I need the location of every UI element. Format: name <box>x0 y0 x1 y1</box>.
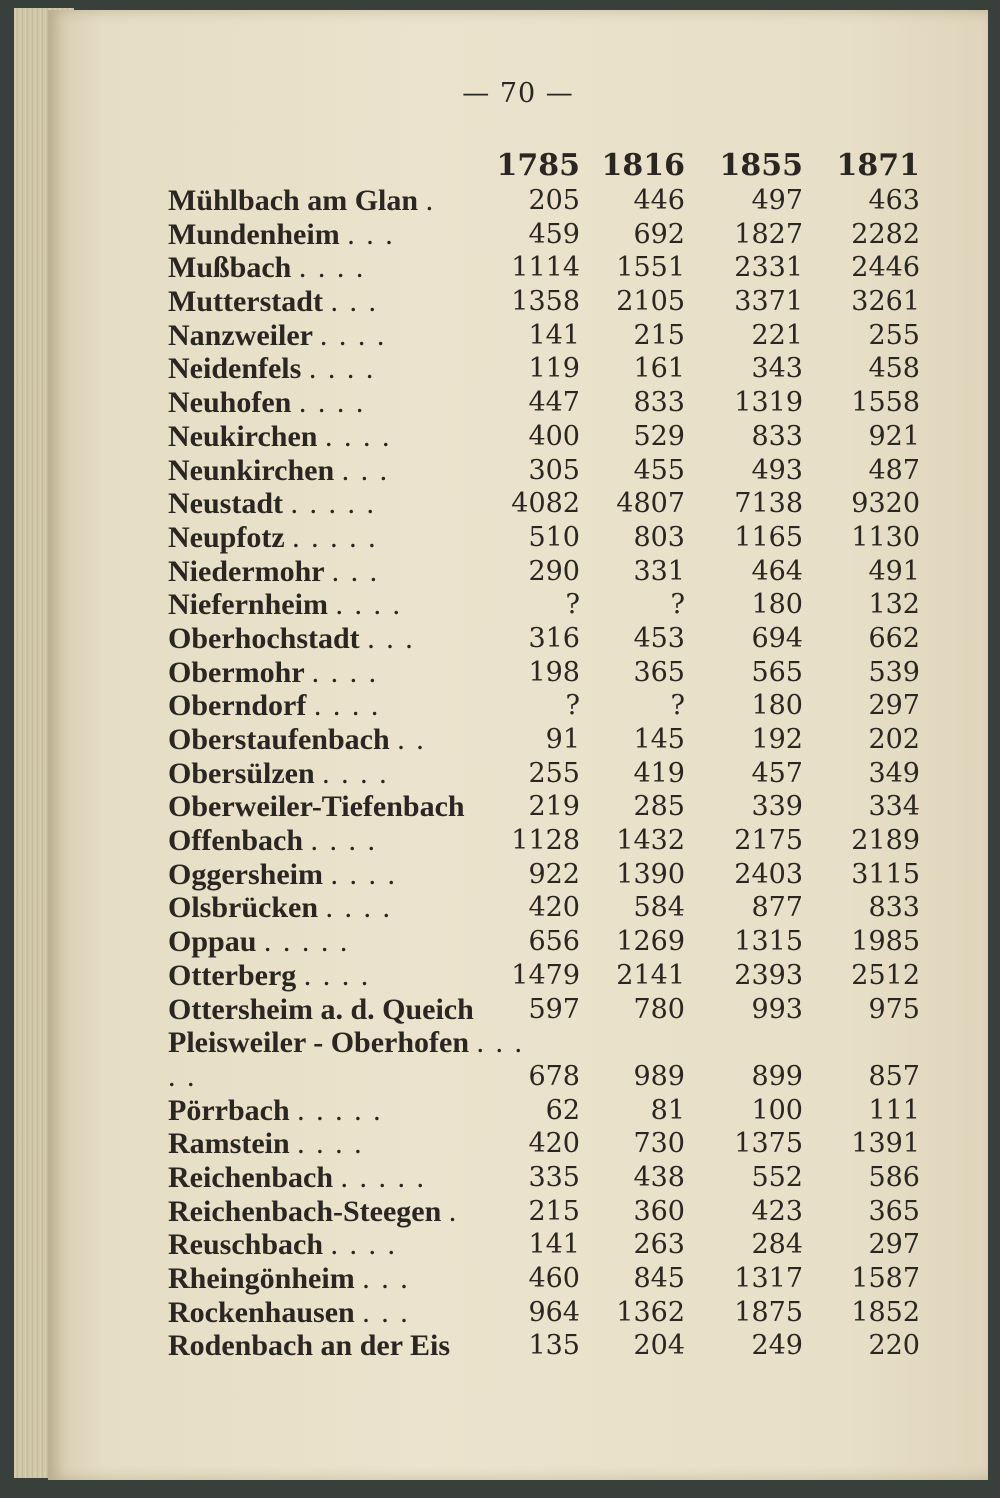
population-1855-cell: 2175 <box>734 825 803 857</box>
population-1785-cell: 460 <box>528 1263 580 1295</box>
population-1816-cell: 730 <box>633 1128 685 1160</box>
table-row <box>48 386 988 420</box>
population-1816-cell: 780 <box>633 993 685 1025</box>
leader-dots: . . . <box>362 1262 410 1296</box>
place-name: Oberhochstadt <box>168 621 360 655</box>
population-1871-cell: 349 <box>868 757 920 789</box>
population-1816-cell: 529 <box>633 420 685 452</box>
population-1785-cell: 459 <box>528 218 580 250</box>
population-1785-cell: 400 <box>528 420 580 452</box>
population-1785-cell: 119 <box>528 353 580 385</box>
population-1785-cell: 215 <box>528 1195 580 1227</box>
table-row <box>48 757 988 791</box>
table-row <box>48 1127 988 1161</box>
population-1816-cell: 365 <box>633 656 685 688</box>
place-name: Rheingönheim <box>168 1262 355 1296</box>
leader-dots: . . . . <box>325 891 393 925</box>
population-1855-cell: 1375 <box>734 1128 803 1160</box>
place-name: Niefernheim <box>168 588 328 622</box>
population-1855-cell: 192 <box>751 724 803 755</box>
table-row <box>48 959 988 993</box>
population-1816-cell: 81 <box>650 1094 685 1126</box>
population-1855-cell: 833 <box>751 420 803 452</box>
place-name: Niedermohr <box>168 554 325 588</box>
leader-dots: . . . <box>347 217 395 251</box>
table-row <box>48 251 988 285</box>
population-1816-cell: 4807 <box>616 488 685 520</box>
population-1816-cell: 438 <box>633 1161 685 1193</box>
place-name: Neukirchen <box>168 419 318 453</box>
leader-dots: . . . . . <box>290 487 377 521</box>
place-name: Oggersheim <box>168 857 323 891</box>
population-1785-cell: 62 <box>545 1094 580 1126</box>
population-1785-cell: ? <box>565 690 580 722</box>
population-1785-cell: 141 <box>528 1229 580 1261</box>
population-1785-cell: 198 <box>528 656 580 688</box>
table-row <box>48 1228 988 1262</box>
population-1816-cell: ? <box>670 589 685 621</box>
population-1871-cell: 1130 <box>851 521 920 553</box>
table-row <box>48 1094 988 1128</box>
population-1871-cell: 202 <box>868 724 920 755</box>
population-1871-cell: 365 <box>868 1195 920 1227</box>
population-1785-cell: 1479 <box>511 959 580 991</box>
population-1871-cell: 111 <box>868 1094 920 1126</box>
place-name: Rockenhausen <box>168 1295 355 1329</box>
table-row <box>48 454 988 488</box>
population-1785-cell: 656 <box>528 926 580 958</box>
population-1855-cell: 249 <box>751 1330 803 1362</box>
population-1871-cell: 297 <box>868 690 920 722</box>
table-row <box>48 925 988 959</box>
leader-dots: . . . . <box>308 352 376 386</box>
population-1785-cell: 316 <box>528 622 580 654</box>
population-1816-cell: 360 <box>633 1195 685 1227</box>
population-1785-cell: 922 <box>528 858 580 890</box>
population-1871-cell: 1391 <box>851 1128 920 1160</box>
table-row <box>48 285 988 319</box>
place-name: Mundenheim <box>168 217 340 251</box>
population-1855-cell: 1165 <box>734 521 803 553</box>
table-row <box>48 993 988 1027</box>
place-name: Reuschbach <box>168 1228 324 1262</box>
leader-dots: . . . . <box>319 318 387 352</box>
year-header-1816: 1816 <box>601 148 685 183</box>
place-name: Obermohr <box>168 655 305 689</box>
population-1871-cell: 491 <box>868 555 920 587</box>
population-1816-cell: 1432 <box>616 825 685 857</box>
table-row <box>48 521 988 555</box>
population-1871-cell: 1985 <box>851 926 920 958</box>
population-1785-cell: 335 <box>528 1161 580 1193</box>
population-1855-cell: 339 <box>751 791 803 823</box>
population-1785-cell: 290 <box>528 555 580 587</box>
population-1855-cell: 464 <box>751 555 803 587</box>
place-name: Mußbach <box>168 251 292 285</box>
population-1871-cell: 297 <box>868 1229 920 1261</box>
table-row <box>48 420 988 454</box>
place-name: Pörrbach <box>168 1093 290 1127</box>
population-1871-cell: 586 <box>868 1161 920 1193</box>
population-1785-cell: ? <box>565 589 580 621</box>
place-name: Otterberg <box>168 958 297 992</box>
population-1785-cell: 678 <box>528 1060 580 1092</box>
population-1785-cell: 1358 <box>511 286 580 318</box>
population-1871-cell: 9320 <box>851 488 920 520</box>
place-name: Oppau <box>168 925 257 959</box>
population-1855-cell: 2331 <box>734 252 803 284</box>
year-header-1855: 1855 <box>719 148 803 183</box>
table-row <box>48 184 988 218</box>
leader-dots: . . . . . <box>263 925 350 959</box>
population-table <box>48 184 988 1363</box>
place-name: Obersülzen <box>168 756 315 790</box>
leader-dots: . . . <box>367 621 415 655</box>
table-row <box>48 622 988 656</box>
population-1855-cell: 3371 <box>734 286 803 318</box>
leader-dots: . . . . <box>335 588 402 622</box>
population-1816-cell: 833 <box>633 387 685 419</box>
population-1871-cell: 1852 <box>851 1296 920 1328</box>
population-1871-cell: 487 <box>868 454 920 486</box>
population-1855-cell: 694 <box>751 622 803 654</box>
population-1785-cell: 964 <box>528 1296 580 1328</box>
place-name: Ottersheim a. d. Queich <box>168 992 474 1026</box>
leader-dots: . . . . <box>330 1228 398 1262</box>
place-name: Mühlbach am Glan <box>168 184 419 217</box>
table-row <box>48 1329 988 1363</box>
leader-dots: . . . . <box>324 419 392 453</box>
table-row <box>48 858 988 892</box>
population-1871-cell: 2446 <box>851 252 920 284</box>
population-1855-cell: 1827 <box>734 218 803 250</box>
population-1816-cell: 331 <box>633 555 685 587</box>
place-name: Offenbach <box>168 824 303 858</box>
population-1871-cell: 3261 <box>851 286 920 318</box>
table-row <box>48 1026 988 1093</box>
table-row <box>48 319 988 353</box>
population-1816-cell: 1269 <box>616 926 685 958</box>
population-1816-cell: 263 <box>633 1229 685 1261</box>
population-1816-cell: 145 <box>633 724 685 755</box>
place-name: Neustadt <box>168 487 284 521</box>
book-page <box>48 10 988 1480</box>
population-1855-cell: 423 <box>751 1195 803 1227</box>
population-1785-cell: 219 <box>528 791 580 823</box>
population-1816-cell: 1551 <box>616 252 685 284</box>
population-1855-cell: 343 <box>751 353 803 385</box>
place-name: Pleisweiler - Oberhofen <box>168 1026 470 1060</box>
population-1855-cell: 1875 <box>734 1296 803 1328</box>
population-1816-cell: 204 <box>633 1330 685 1362</box>
population-1785-cell: 4082 <box>511 488 580 520</box>
leader-dots: . . . . <box>297 1127 364 1161</box>
population-1855-cell: 100 <box>751 1094 803 1126</box>
year-header-1785: 1785 <box>496 148 580 183</box>
population-1816-cell: 446 <box>633 185 685 216</box>
population-1871-cell: 220 <box>868 1330 920 1362</box>
population-1816-cell: 2105 <box>616 286 685 318</box>
population-1816-cell: 453 <box>633 622 685 654</box>
population-1855-cell: 877 <box>751 892 803 924</box>
place-name: Rodenbach an der Eis <box>168 1329 451 1363</box>
population-1871-cell: 662 <box>868 622 920 654</box>
leader-dots: . <box>425 184 436 217</box>
population-1855-cell: 565 <box>751 656 803 688</box>
population-1871-cell: 132 <box>868 589 920 621</box>
population-1871-cell: 2189 <box>851 825 920 857</box>
table-row <box>48 824 988 858</box>
leader-dots: . . . . <box>322 756 389 790</box>
leader-dots: . . . . <box>298 386 366 420</box>
population-1785-cell: 91 <box>545 724 580 755</box>
population-1855-cell: 7138 <box>734 488 803 520</box>
table-row <box>48 1195 988 1229</box>
population-1816-cell: 419 <box>633 757 685 789</box>
population-1855-cell: 899 <box>751 1060 803 1092</box>
population-1855-cell: 457 <box>751 757 803 789</box>
population-1785-cell: 420 <box>528 892 580 924</box>
table-row <box>48 588 988 622</box>
place-name: Nanzweiler <box>168 318 313 352</box>
leader-dots: . . . <box>331 554 380 588</box>
population-1855-cell: 1317 <box>734 1263 803 1295</box>
place-name: Neupfotz <box>168 520 285 554</box>
population-1816-cell: 161 <box>633 353 685 385</box>
population-1816-cell: 584 <box>633 892 685 924</box>
population-1816-cell: 285 <box>633 791 685 823</box>
population-1816-cell: 803 <box>633 521 685 553</box>
population-1855-cell: 221 <box>751 319 803 351</box>
place-name: Oberstaufenbach <box>168 723 390 756</box>
population-1855-cell: 552 <box>751 1161 803 1193</box>
population-1871-cell: 539 <box>868 656 920 688</box>
leader-dots: . . . . . <box>340 1160 426 1194</box>
population-1785-cell: 205 <box>528 185 580 216</box>
leader-dots: . . . . <box>330 857 397 891</box>
place-name: Oberndorf <box>168 689 307 723</box>
place-name: Reichenbach-Steegen <box>168 1194 442 1228</box>
population-1871-cell: 1587 <box>851 1263 920 1295</box>
population-1871-cell: 2282 <box>851 218 920 250</box>
population-1855-cell: 993 <box>751 993 803 1025</box>
table-row <box>48 1262 988 1296</box>
population-1785-cell: 420 <box>528 1128 580 1160</box>
leader-dots: . . . . . <box>297 1093 383 1127</box>
place-name: Ramstein <box>168 1127 290 1161</box>
table-row <box>48 1296 988 1330</box>
population-1871-cell: 463 <box>868 185 920 216</box>
table-row <box>48 352 988 386</box>
place-name: Olsbrücken <box>168 891 319 925</box>
population-1816-cell: 1390 <box>616 858 685 890</box>
population-1871-cell: 975 <box>868 993 920 1025</box>
leader-dots: . . <box>397 723 426 756</box>
population-1871-cell: 255 <box>868 319 920 351</box>
table-row <box>48 218 988 252</box>
population-1871-cell: 921 <box>868 420 920 452</box>
population-1785-cell: 597 <box>528 993 580 1025</box>
place-name: Reichenbach <box>168 1160 333 1194</box>
population-1816-cell: 692 <box>633 218 685 250</box>
population-1785-cell: 255 <box>528 757 580 789</box>
place-name: Oberweiler-Tiefenbach <box>168 790 465 824</box>
population-1785-cell: 447 <box>528 387 580 419</box>
population-1855-cell: 497 <box>751 185 803 216</box>
population-1816-cell: 215 <box>633 319 685 351</box>
population-1871-cell: 1558 <box>851 387 920 419</box>
table-row <box>48 1161 988 1195</box>
place-name: Neuhofen <box>168 386 292 420</box>
population-1855-cell: 180 <box>751 589 803 621</box>
leader-dots: . . . <box>330 285 378 319</box>
population-1785-cell: 141 <box>528 319 580 351</box>
population-1871-cell: 3115 <box>851 858 920 890</box>
population-1785-cell: 1114 <box>511 252 580 284</box>
place-name: Neidenfels <box>168 352 302 386</box>
table-row <box>48 487 988 521</box>
population-1871-cell: 857 <box>868 1060 920 1092</box>
population-1816-cell: 2141 <box>616 959 685 991</box>
population-1871-cell: 458 <box>868 353 920 385</box>
population-1816-cell: 1362 <box>616 1296 685 1328</box>
population-1785-cell: 1128 <box>511 825 580 857</box>
place-name: Mutterstadt <box>168 285 323 319</box>
page-number: — 70 — <box>462 78 574 109</box>
table-row <box>48 723 988 757</box>
population-1855-cell: 1319 <box>734 387 803 419</box>
population-1816-cell: 845 <box>633 1263 685 1295</box>
population-1855-cell: 2393 <box>734 959 803 991</box>
population-1871-cell: 334 <box>868 791 920 823</box>
leader-dots: . <box>448 1194 459 1228</box>
population-1855-cell: 493 <box>751 454 803 486</box>
leader-dots: . . . . <box>311 655 379 689</box>
population-1816-cell: 455 <box>633 454 685 486</box>
population-1855-cell: 180 <box>751 690 803 722</box>
population-1785-cell: 510 <box>528 521 580 553</box>
table-row <box>48 790 988 824</box>
place-name: Neunkirchen <box>168 453 335 487</box>
population-1871-cell: 833 <box>868 892 920 924</box>
leader-dots: . . . <box>341 453 390 487</box>
table-row <box>48 689 988 723</box>
leader-dots: . . . . . <box>292 520 378 554</box>
population-1855-cell: 1315 <box>734 926 803 958</box>
table-row <box>48 891 988 925</box>
table-row <box>48 656 988 690</box>
leader-dots: . . . . <box>313 689 381 723</box>
leader-dots: . . . . <box>298 251 366 285</box>
population-1785-cell: 305 <box>528 454 580 486</box>
year-header-1871: 1871 <box>836 148 920 183</box>
leader-dots: . . . . <box>303 958 371 992</box>
year-header-row <box>48 148 988 184</box>
population-1816-cell: 989 <box>633 1060 685 1092</box>
leader-dots: . . . <box>362 1295 410 1329</box>
population-1871-cell: 2512 <box>851 959 920 991</box>
leader-dots: . . . . . <box>168 1026 525 1093</box>
leader-dots: . . . . <box>310 824 377 858</box>
population-1855-cell: 284 <box>751 1229 803 1261</box>
population-1816-cell: ? <box>670 690 685 722</box>
table-row <box>48 555 988 589</box>
population-1785-cell: 135 <box>528 1330 580 1362</box>
population-1855-cell: 2403 <box>734 858 803 890</box>
